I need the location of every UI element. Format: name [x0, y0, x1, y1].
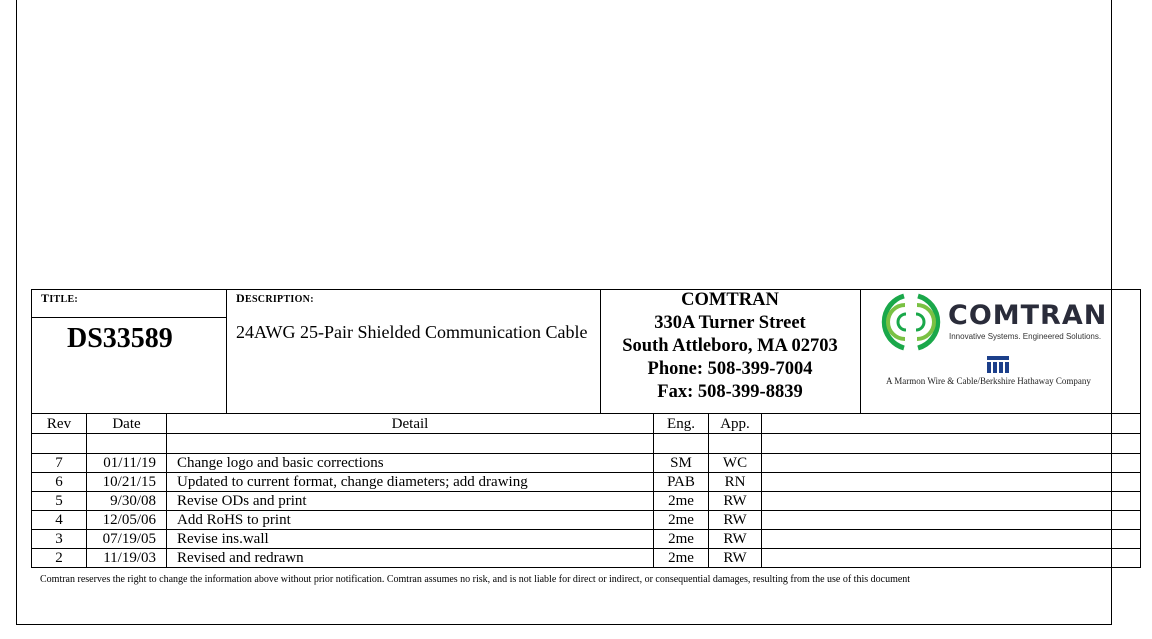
brand-tagline: Innovative Systems. Engineered Solutions.: [949, 332, 1102, 341]
blank-row: [32, 434, 1141, 454]
eng-cell: PAB: [654, 473, 709, 492]
detail-header: Detail: [167, 414, 654, 434]
company-street: 330A Turner Street: [654, 313, 806, 333]
detail-cell: Revised and redrawn: [167, 549, 654, 568]
rev-header: Rev: [32, 414, 87, 434]
detail-cell: Updated to current format, change diameters; add drawing: [167, 473, 654, 492]
blank-cell: [32, 434, 87, 454]
revision-table: [31, 413, 1141, 568]
extra-cell: [762, 530, 1141, 549]
blank-cell: [654, 434, 709, 454]
company-name: COMTRAN: [681, 290, 779, 310]
eng-cell: 2me: [654, 549, 709, 568]
title-label: TITLE:: [41, 291, 79, 305]
rev-cell: 2: [32, 549, 87, 568]
description-cell: [226, 289, 601, 414]
app-cell: RW: [709, 511, 762, 530]
table-row: [32, 492, 1141, 511]
parent-company: A Marmon Wire & Cable/Berkshire Hathaway Company: [886, 376, 1091, 386]
detail-cell: Revise ins.wall: [167, 530, 654, 549]
blank-cell: [167, 434, 654, 454]
rev-cell: 4: [32, 511, 87, 530]
detail-cell: Revise ODs and print: [167, 492, 654, 511]
document-number: DS33589: [67, 323, 173, 354]
app-cell: RW: [709, 492, 762, 511]
extra-cell: [762, 511, 1141, 530]
detail-cell: Add RoHS to print: [167, 511, 654, 530]
app-header: App.: [709, 414, 762, 434]
app-cell: RW: [709, 530, 762, 549]
company-address: [600, 289, 860, 404]
rev-cell: 7: [32, 454, 87, 473]
table-row: [32, 454, 1141, 473]
table-row: [32, 549, 1141, 568]
app-cell: WC: [709, 454, 762, 473]
company-city: South Attleboro, MA 02703: [622, 336, 838, 356]
extra-cell: [762, 454, 1141, 473]
date-cell: 10/21/15: [87, 473, 167, 492]
app-cell: RN: [709, 473, 762, 492]
app-cell: RW: [709, 549, 762, 568]
eng-cell: SM: [654, 454, 709, 473]
rev-cell: 5: [32, 492, 87, 511]
date-cell: 11/19/03: [87, 549, 167, 568]
extra-cell: [762, 549, 1141, 568]
blank-cell: [709, 434, 762, 454]
brand-name: COMTRAN: [948, 300, 1108, 331]
detail-cell: Change logo and basic corrections: [167, 454, 654, 473]
table-row: [32, 530, 1141, 549]
extra-cell: [762, 473, 1141, 492]
company-phone: Phone: 508-399-7004: [647, 359, 813, 379]
company-fax: Fax: 508-399-8839: [657, 382, 803, 402]
revision-header-row: [32, 414, 1141, 434]
date-cell: 9/30/08: [87, 492, 167, 511]
marmon-logo-icon: [985, 354, 1011, 374]
description-label: DESCRIPTION:: [236, 291, 314, 305]
rev-cell: 3: [32, 530, 87, 549]
eng-cell: 2me: [654, 511, 709, 530]
eng-cell: 2me: [654, 530, 709, 549]
comtran-logo-icon: [878, 292, 944, 352]
date-header: Date: [87, 414, 167, 434]
description-text: 24AWG 25-Pair Shielded Communication Cable: [236, 322, 588, 342]
date-cell: 07/19/05: [87, 530, 167, 549]
eng-cell: 2me: [654, 492, 709, 511]
blank-cell: [762, 434, 1141, 454]
table-row: [32, 511, 1141, 530]
blank-cell: [87, 434, 167, 454]
extra-cell: [762, 492, 1141, 511]
table-row: [32, 473, 1141, 492]
eng-header: Eng.: [654, 414, 709, 434]
rev-cell: 6: [32, 473, 87, 492]
extra-header: [762, 414, 1141, 434]
date-cell: 01/11/19: [87, 454, 167, 473]
date-cell: 12/05/06: [87, 511, 167, 530]
disclaimer: Comtran reserves the right to change the information above without prior notification. Comtran assumes no risk, and is not liable for direct or indirect, or consequential damages, resulting from the use of this document: [40, 574, 911, 585]
